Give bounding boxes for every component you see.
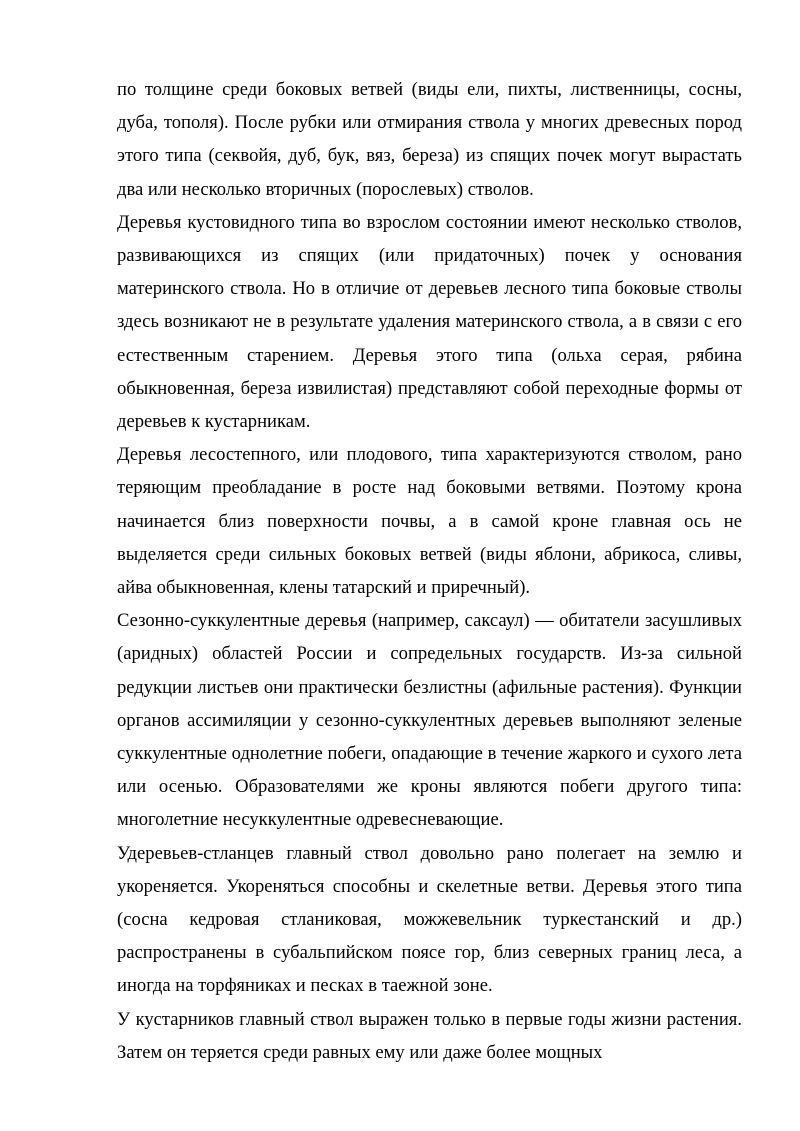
paragraph-4: Сезонно-суккулентные деревья (например, саксаул) — обитатели засушливых (аридных) областей России и сопредельных государств. Из-за сильной редукции листьев они практически безлистны (афильные растения). Функции органов ассимиляции у сезонно-суккулентных деревьев выполняют зеленые суккулентные однолетние побеги, опадающие в течение жаркого и сухого лета или осенью. Образователями же кроны являются побеги другого типа: многолетние несуккулентные одревесневающие. [117, 610, 742, 831]
paragraph-5: Удеревьев-стланцев главный ствол довольно рано полегает на землю и укореняется. Укореняться способны и скелетные ветви. Деревья этого типа (сосна кедровая стланиковая, можжевельник туркестанский и др.) распространены в субальпийском поясе гор, близ северных границ леса, а иногда на торфяниках и песках в таежной зоне. [117, 842, 742, 997]
paragraph-2: Деревья кустовидного типа во взрослом состоянии имеют несколько стволов, развивающихся из спящих (или придаточных) почек у основания материнского ствола. Но в отличие от деревьев лесного типа боковые стволы здесь возникают не в результате удаления материнского ствола, а в связи с его естественным старением. Деревья этого типа (ольха серая, рябина обыкновенная, береза извилистая) представляют собой переходные формы от деревьев к кустарникам. [117, 211, 742, 433]
document-page [117, 73, 742, 1069]
paragraph-6: У кустарников главный ствол выражен только в первые годы жизни растения. Затем он теряется среди равных ему или даже более мощных [117, 1008, 742, 1063]
paragraph-1: по толщине среди боковых ветвей (виды ели, пихты, лиственницы, сосны, дуба, тополя). После рубки или отмирания ствола у многих древесных пород этого типа (секвойя, дуб, бук, вяз, береза) из спящих почек могут вырастать два или несколько вторичных (порослевых) стволов. [117, 79, 742, 200]
paragraph-3: Деревья лесостепного, или плодового, типа характеризуются стволом, рано теряющим преобладание в росте над боковыми ветвями. Поэтому крона начинается близ поверхности почвы, а в самой кроне главная ось не выделяется среди сильных боковых ветвей (виды яблони, абрикоса, сливы, айва обыкновенная, клены татарский и приречный). [117, 444, 742, 599]
